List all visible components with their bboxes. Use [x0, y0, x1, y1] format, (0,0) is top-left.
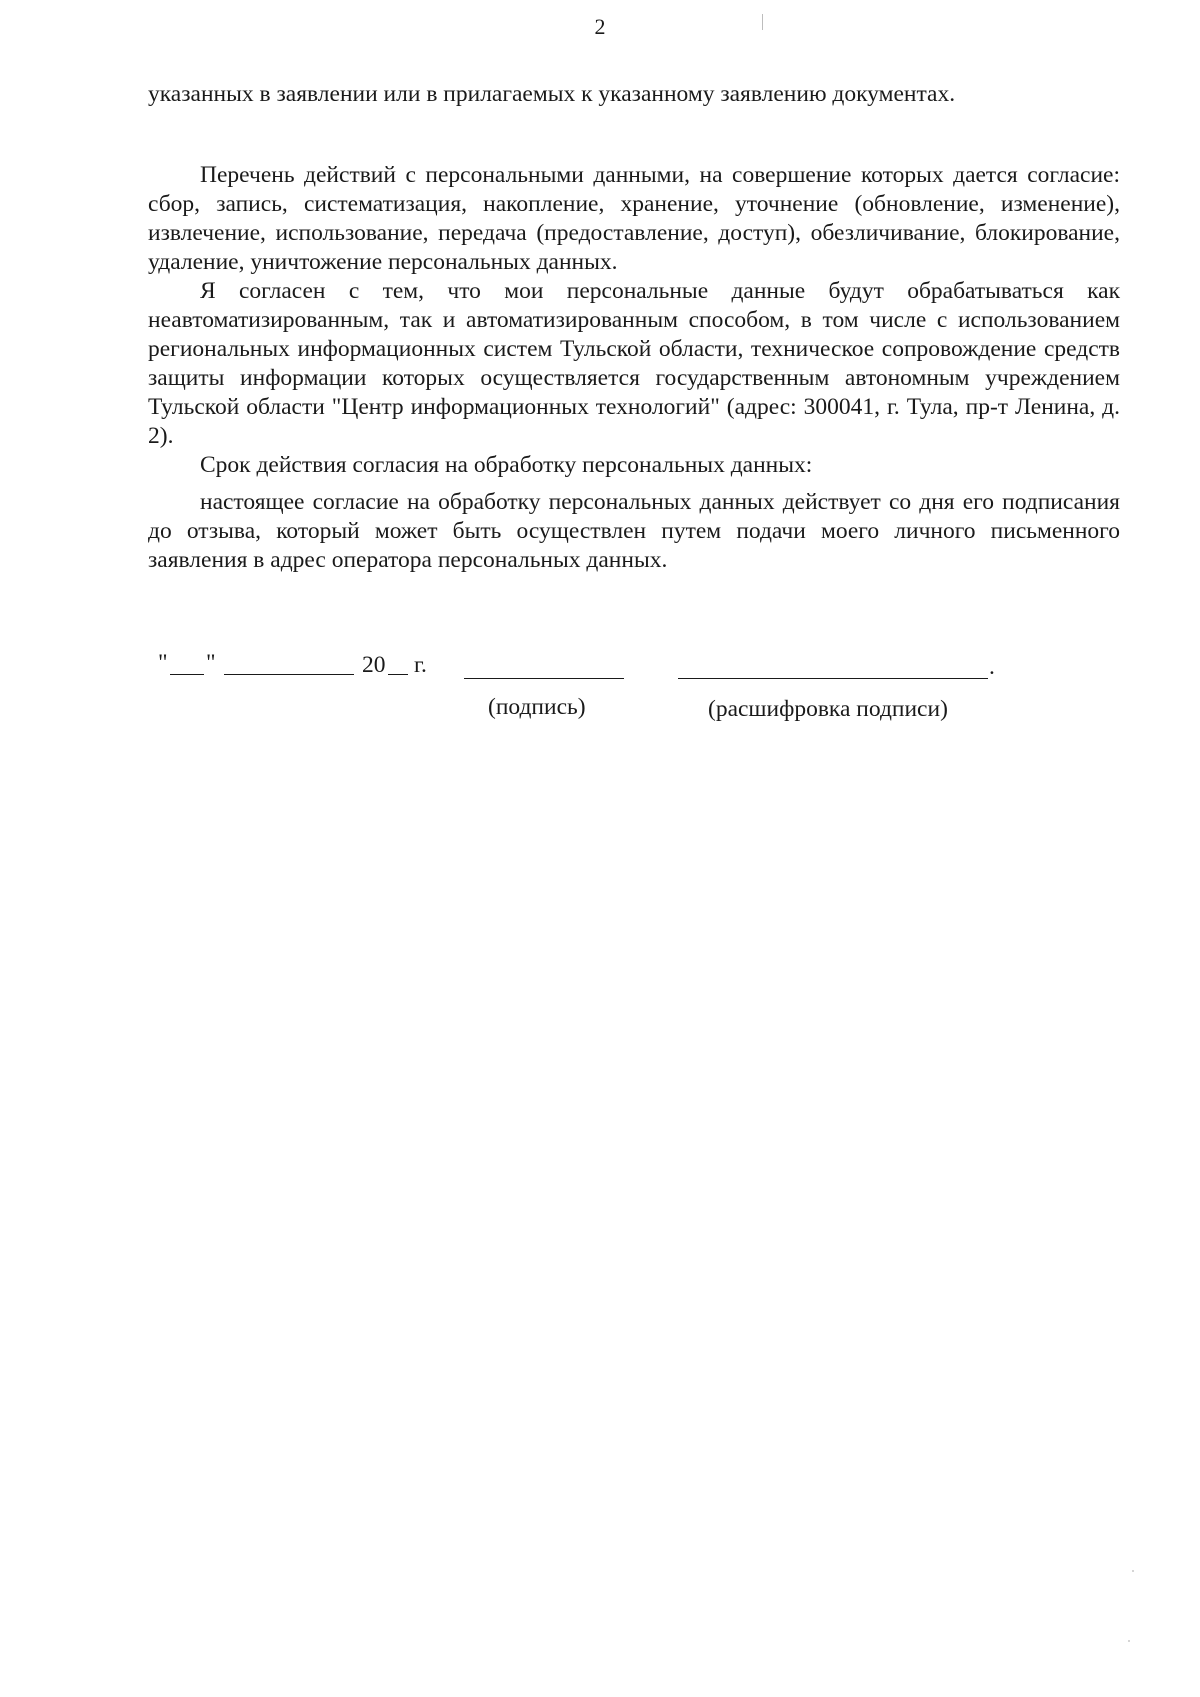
year-prefix: 20 — [362, 652, 386, 678]
scan-artifact-mark — [762, 14, 763, 30]
year-suffix: г. — [414, 652, 427, 678]
year-blank-line — [388, 674, 408, 675]
signature-blank-line — [464, 678, 624, 679]
transcript-blank-line — [678, 678, 988, 679]
date-quote-open: " — [158, 650, 168, 676]
month-blank-line — [224, 674, 354, 675]
signature-block — [148, 652, 1120, 722]
transcript-end-dot: . — [989, 654, 995, 680]
scan-speck — [1132, 1570, 1134, 1572]
page-number: 2 — [594, 14, 606, 39]
day-blank-line — [170, 674, 204, 675]
signature-caption: (подпись) — [488, 694, 586, 720]
document-body — [148, 80, 1120, 575]
paragraph-validity-heading: Срок действия согласия на обработку персональных данных: — [200, 452, 813, 478]
transcript-caption: (расшифровка подписи) — [708, 696, 948, 722]
paragraph-actions-list: Перечень действий с персональными данными, на совершение которых дается согласие: сбор, запись, систематизация, накопление, хранение, уточнение (обновление, изменение), извлечение, использование, передача (предоставление, доступ), обезличивание, блокирование, удаление, уничтожение персональных данных. — [148, 162, 1120, 275]
paragraph-processing-methods: Я согласен с тем, что мои персональные данные будут обрабатываться как неавтоматизированным, так и автоматизированным способом, в том числе с использованием региональных информационных систем Тульской области, техническое сопровождение средств защиты информации которых осуществляется государственным автономным учреждением Тульской области "Центр информационных технологий" (адрес: 300041, г. Тула, пр-т Ленина, д. 2). — [148, 278, 1120, 449]
scan-speck — [1128, 1640, 1130, 1642]
continued-line: указанных в заявлении или в прилагаемых к указанному заявлению документах. — [148, 81, 956, 107]
date-quote-close: " — [206, 650, 216, 676]
spacer — [148, 109, 1120, 161]
spacer — [148, 480, 1120, 488]
paragraph-validity-text: настоящее согласие на обработку персональных данных действует со дня его подписания до отзыва, который может быть осуществлен путем подачи моего личного письменного заявления в адрес оператора персональных данных. — [148, 489, 1120, 573]
